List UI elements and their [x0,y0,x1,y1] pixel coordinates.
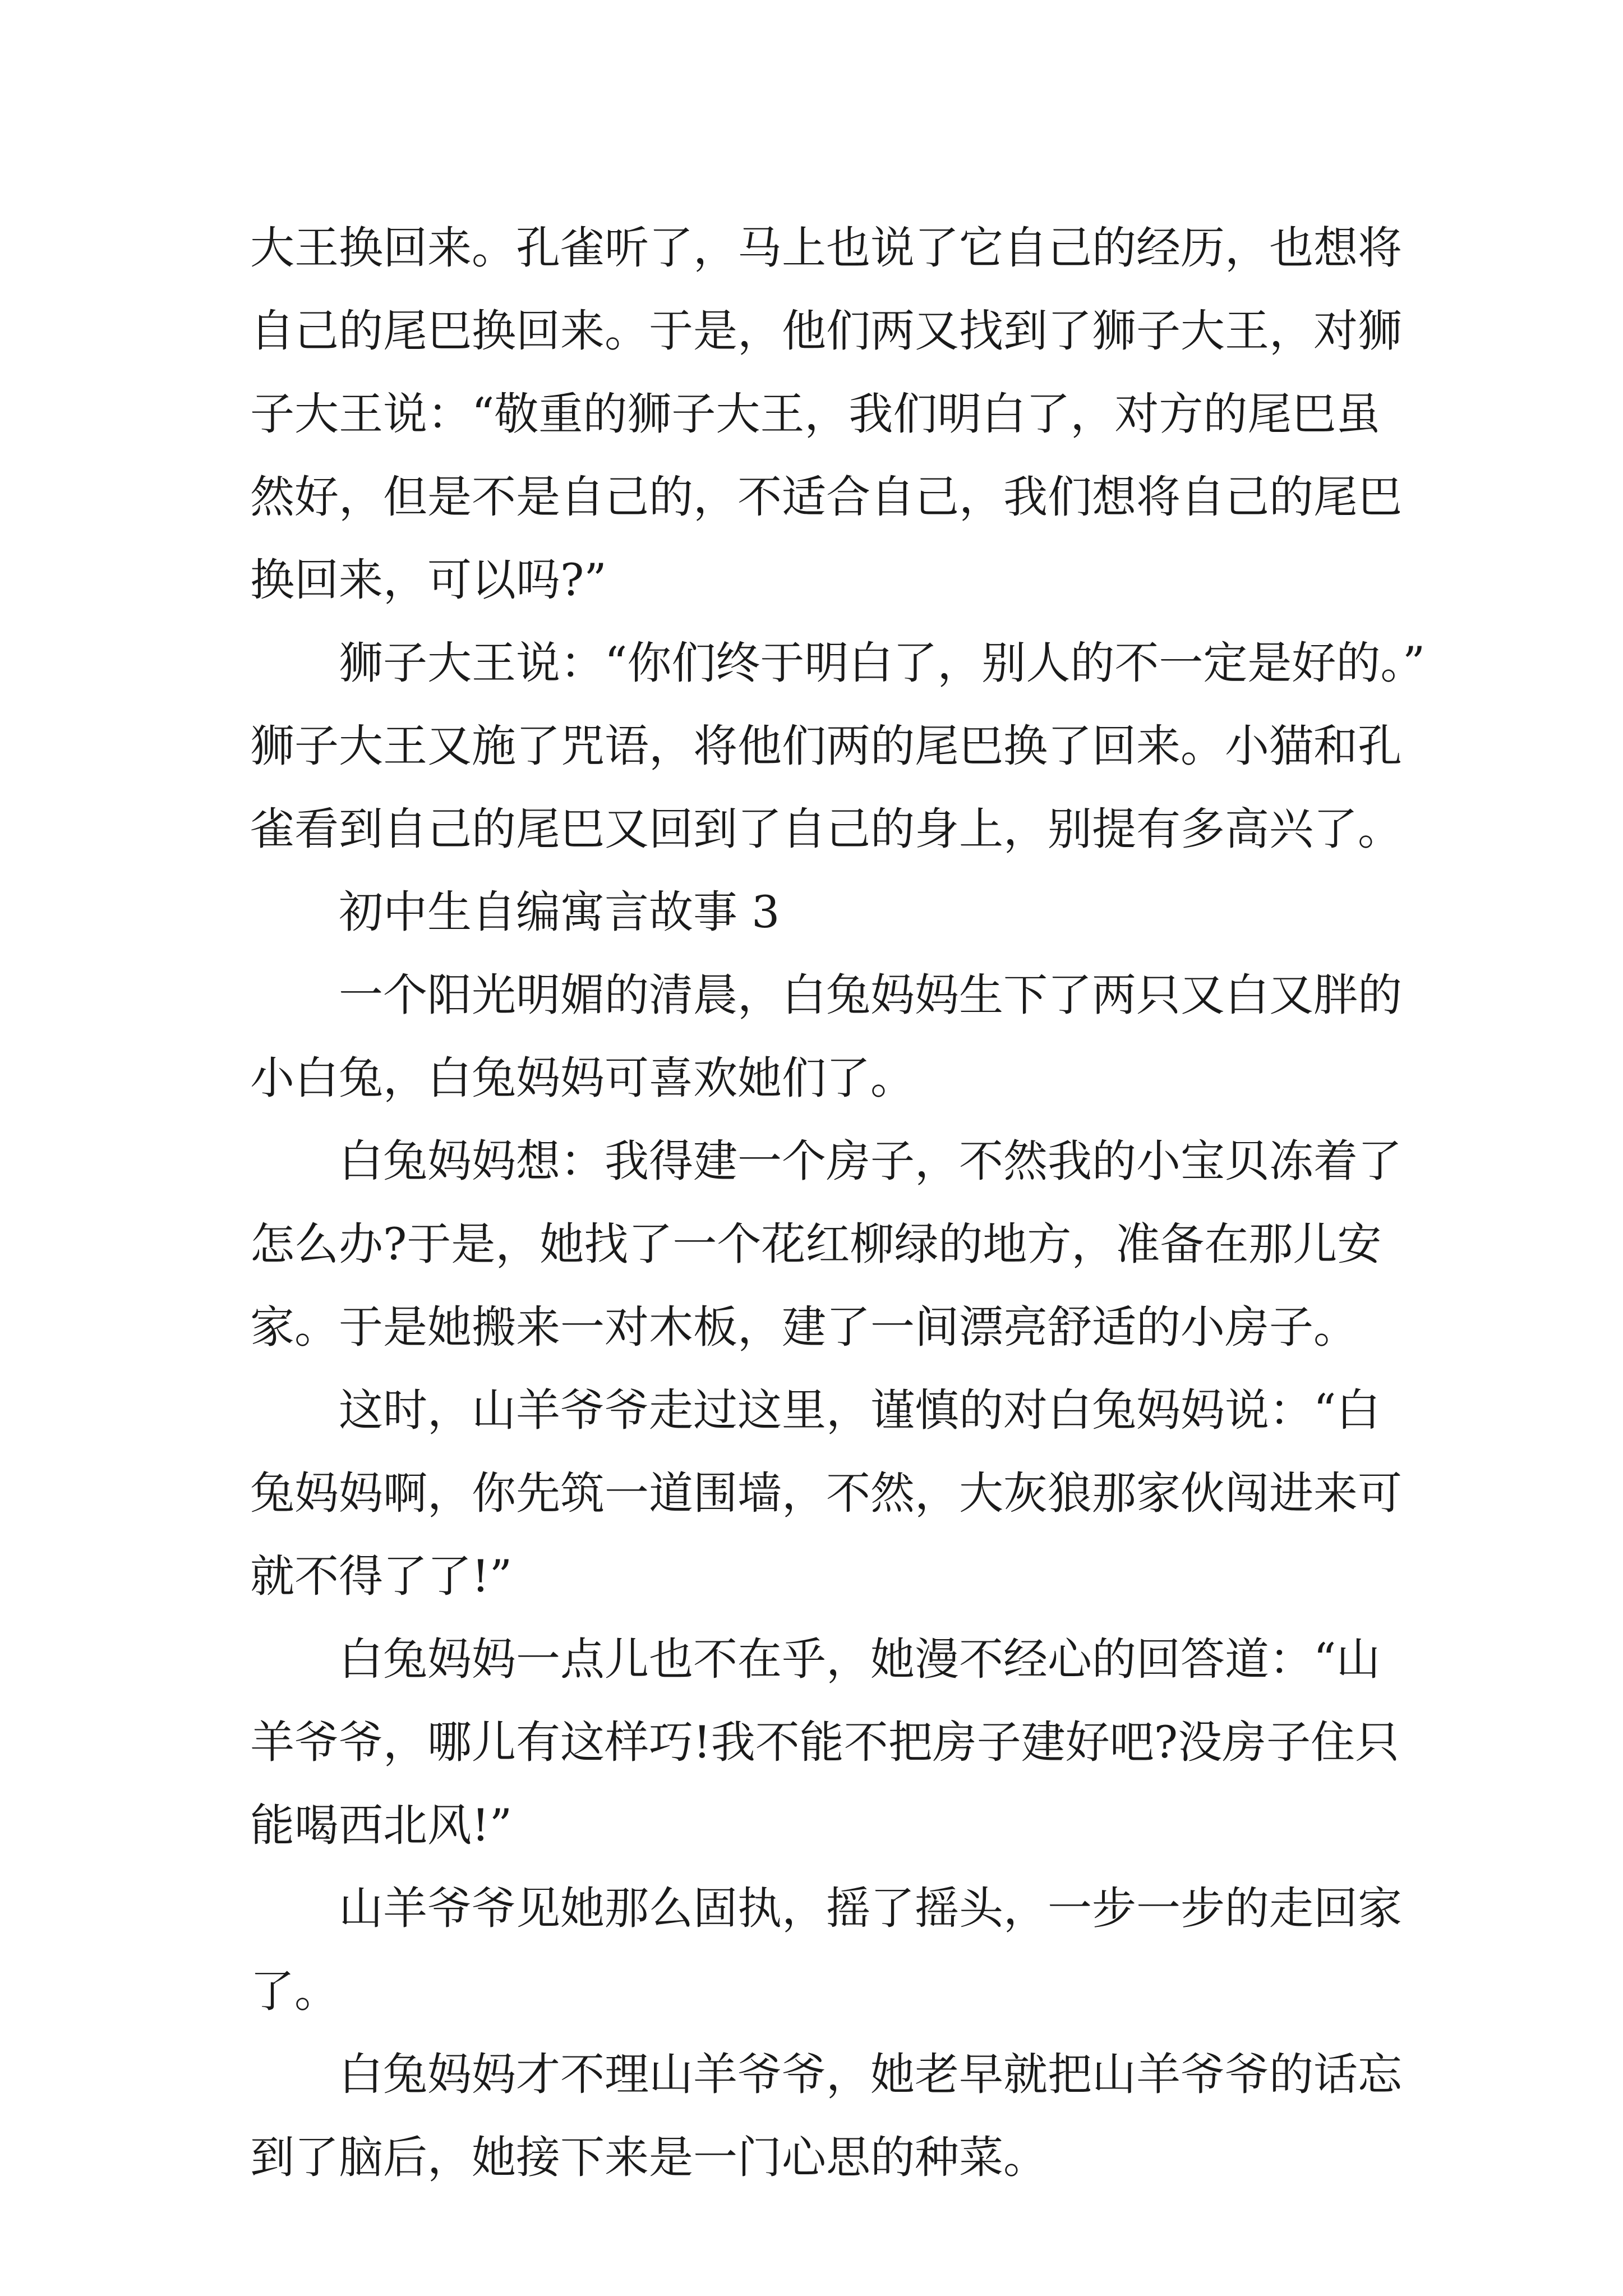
text-line: 山羊爷爷见她那么固执，摇了摇头，一步一步的走回家 [339,1883,1402,1934]
text-line: 这时，山羊爷爷走过这里，谨慎的对白兔妈妈说：“白 [339,1384,1381,1436]
text-line: 白兔妈妈一点儿也不在乎，她漫不经心的回答道：“山 [339,1634,1381,1685]
text-line: 换回来，可以吗?” [250,554,607,606]
text-line: 羊爷爷，哪儿有这样巧!我不能不把房子建好吧?没房子住只 [250,1717,1400,1768]
text-line: 狮子大王说：“你们终于明白了，别人的不一定是好的。” [339,637,1426,689]
text-line: 自己的尾巴换回来。于是，他们两又找到了狮子大王，对狮 [250,305,1402,357]
text-line: 了。 [250,1966,339,2017]
text-line: 大王换回来。孔雀听了，马上也说了它自己的经历，也想将 [250,222,1402,274]
text-line: 狮子大王又施了咒语，将他们两的尾巴换了回来。小猫和孔 [250,720,1402,772]
text-line: 白兔妈妈想：我得建一个房子，不然我的小宝贝冻着了 [339,1135,1402,1187]
text-line: 雀看到自己的尾巴又回到了自己的身上，别提有多高兴了。 [250,803,1402,855]
text-line: 到了脑后，她接下来是一门心思的种菜。 [250,2132,1048,2183]
text-line: 就不得了了!” [250,1550,513,1602]
text-line: 家。于是她搬来一对木板，建了一间漂亮舒适的小房子。 [250,1301,1358,1353]
text-line: 白兔妈妈才不理山羊爷爷，她老早就把山羊爷爷的话忘 [339,2049,1402,2100]
text-line: 小白兔，白兔妈妈可喜欢她们了。 [250,1052,915,1104]
text-line: 兔妈妈啊，你先筑一道围墙，不然，大灰狼那家伙闯进来可 [250,1467,1402,1519]
text-line: 一个阳光明媚的清晨，白兔妈妈生下了两只又白又胖的 [339,969,1402,1021]
section-heading: 初中生自编寓言故事 3 [339,886,780,938]
document-body [250,206,1426,2199]
text-line: 能喝西北风!” [250,1800,513,1851]
text-line: 然好，但是不是自己的，不适合自己，我们想将自己的尾巴 [250,471,1402,523]
text-line: 子大王说：“敬重的狮子大王，我们明白了，对方的尾巴虽 [250,388,1381,440]
text-line: 怎么办?于是，她找了一个花红柳绿的地方，准备在那儿安 [250,1218,1382,1270]
